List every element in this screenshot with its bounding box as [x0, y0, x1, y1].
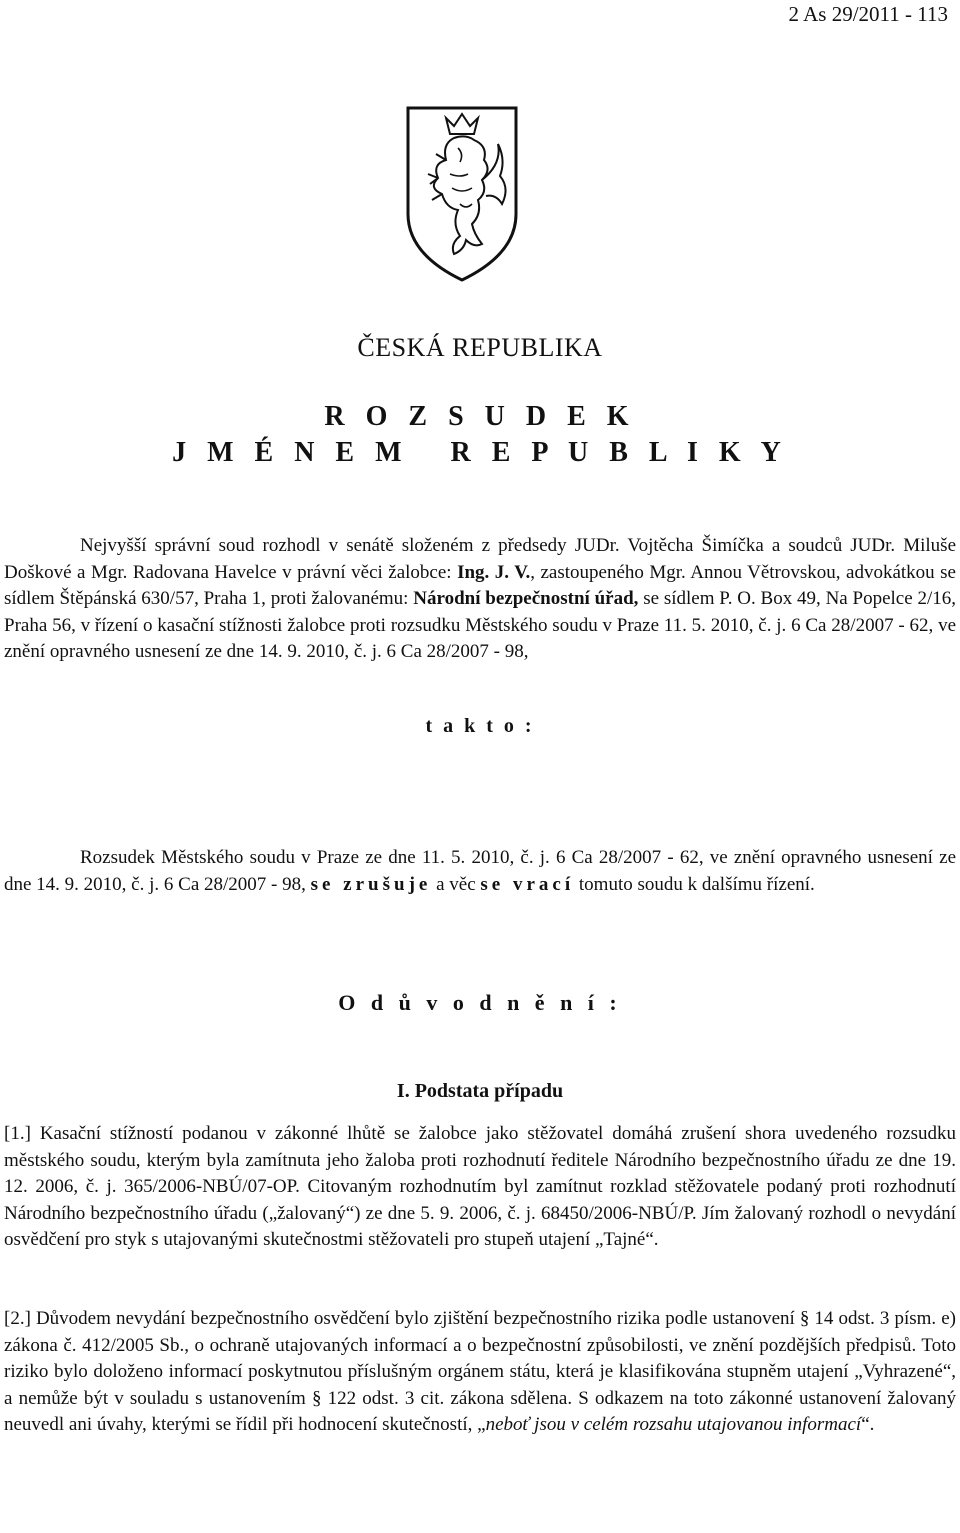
- case-reference: 2 As 29/2011 - 113: [788, 2, 948, 26]
- state-emblem-icon: [402, 104, 522, 284]
- ruling-text: tomuto soudu k dalšímu řízení.: [574, 873, 815, 895]
- intro-text: Nejvyšší správní soud rozhodl v senátě složeném z předsedy JUDr. Vojtěcha Šimíčka a soudců JUDr. Miluše Doškové a Mgr. Radovana Havelce v právní věci žalobce:: [4, 535, 956, 583]
- ruling-text: Rozsudek Městského soudu v Praze ze dne 11. 5. 2010, č. j. 6 Ca 28/2007 - 62, ve znění opravného usnesení ze dne 14. 9. 2010, č. j. 6 Ca 28/2007 - 98,: [4, 847, 956, 895]
- ruling-paragraph: [4, 845, 956, 898]
- ruling-return: se vrací: [480, 873, 575, 895]
- intro-text: , zastoupeného Mgr. Annou Větrovskou, advokátkou se sídlem Štěpánská 630/57, Praha 1, proti žalovanému:: [4, 561, 956, 609]
- verdict-title: R O Z S U D E K: [324, 401, 636, 432]
- defendant-name: Národní bezpečnostní úřad,: [413, 588, 639, 609]
- section-heading: I. Podstata případu: [396, 1080, 564, 1102]
- ruling-text: a věc: [431, 873, 481, 895]
- intro-text: se sídlem P. O. Box 49, Na Popelce 2/16, Praha 56, v řízení o kasační stížnosti žalobce proti rozsudku Městského soudu v Praze 11. 5. 2010, č. j. 6 Ca 28/2007 - 62, ve znění opravného usnesení ze dne 14. 9. 2010, č. j. 6 Ca 28/2007 - 98,: [4, 588, 956, 662]
- in-name-title: J M É N E M R E P U B L I K Y: [172, 437, 788, 468]
- paragraph-2-italic: neboť jsou v celém rozsahu utajovanou informací: [485, 1414, 862, 1435]
- paragraph-2-text: [2.] Důvodem nevydání bezpečnostního osvědčení bylo zjištění bezpečnostního rizika podle ustanovení § 14 odst. 3 písm. e) zákona č. 412/2005 Sb., o ochraně utajovaných informací a o bezpečnostní způsobilosti, ve znění pozdějších předpisů. Toto riziko bylo doloženo informací poskytnutou příslušným orgánem státu, která je klasifikována stupněm utajení „Vyhrazené“, a nemůže být v souladu s ustanovením § 122 odst. 3 cit. zákona sdělena. S odkazem na toto zákonné ustanovení žalovaný neuvedl ani úvahy, kterými se řídil při hodnocení skutečností, „: [4, 1308, 956, 1435]
- plaintiff-name: Ing. J. V.: [457, 561, 531, 583]
- republic-title: ČESKÁ REPUBLIKA: [357, 333, 603, 362]
- intro-paragraph: [4, 533, 956, 666]
- paragraph-2: [4, 1306, 956, 1439]
- ruling-annul: se zrušuje: [310, 873, 432, 895]
- paragraph-1: [1.] Kasační stížností podanou v zákonné lhůtě se žalobce jako stěžovatel domáhá zrušení shora uvedeného rozsudku městského soudu, kterým byla zamítnuta jeho žaloba proti rozhodnutí ředitele Národního bezpečnostního úřadu ze dne 19. 12. 2006, č. j. 365/2006-NBÚ/07-OP. Citovaným rozhodnutím byl zamítnut rozklad stěžovatele podaný proti rozhodnutí Národního bezpečnostního úřadu („žalovaný“) ze dne 5. 9. 2006, č. j. 68450/2006-NBÚ/P. Jím žalovaný rozhodl o nevydání osvědčení pro styk s utajovanými skutečnostmi stěžovateli pro stupeň utajení „Tajné“.: [4, 1123, 956, 1250]
- paragraph-2-end: “.: [861, 1414, 875, 1435]
- reasoning-heading: O d ů v o d n ě n í :: [338, 990, 622, 1015]
- takto-heading: t a k t o :: [425, 715, 535, 737]
